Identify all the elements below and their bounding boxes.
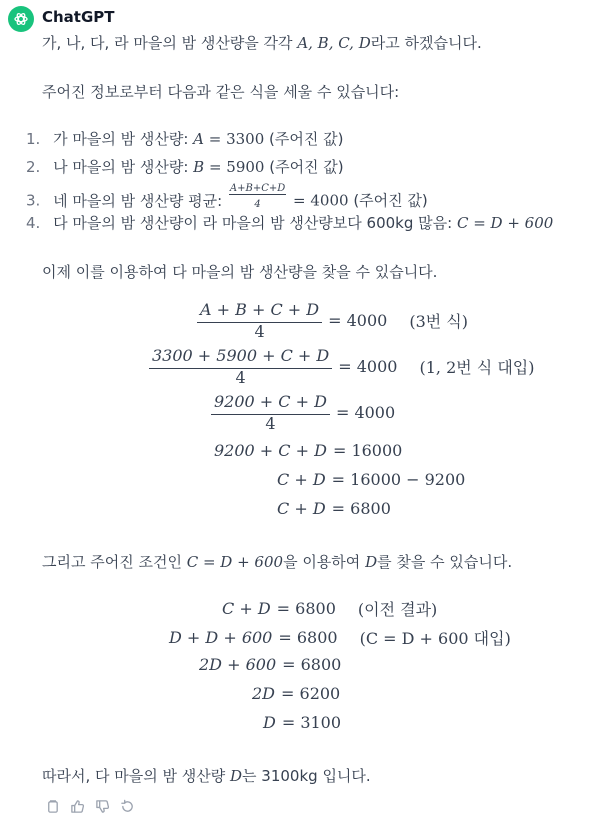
equation-rhs: = 3100 [281,713,342,732]
equation-rhs: = 4000 [335,403,396,422]
equation-note: (3번 식) [409,312,469,331]
fraction-denominator: 4 [254,199,261,210]
equation-rhs: = 6800 [331,499,391,518]
conclusion [42,766,371,786]
fraction-numerator: A + B + C + D [197,300,322,323]
list-number: 1. [26,130,41,148]
list-number: 3. [26,191,41,210]
second-intro [42,552,512,572]
equation-note: (이전 결과) [357,600,438,619]
conclusion-suffix: 는 3100kg 입니다. [242,767,371,785]
list-math: C = D + 600 [456,214,554,232]
equation-note: (1, 2번 식 대입) [419,358,535,377]
equation-row [197,300,468,341]
equation-rhs: = 6800 [276,599,336,618]
copy-icon[interactable] [44,798,61,815]
list-math: = 4000 [288,191,349,210]
list-note: (주어진 값) [264,158,344,176]
equation-rhs: = 16000 [332,441,403,460]
equation-rhs: = 6800 [278,628,338,647]
list-item [26,129,343,149]
equation-row [277,499,391,518]
list-note: (주어진 값) [348,191,428,210]
equation-row [252,684,340,703]
calc-intro: 이제 이를 이용하여 다 마을의 밤 생산량을 찾을 수 있습니다. [42,263,438,281]
message-actions [44,798,136,815]
equation-row [149,346,534,387]
second-intro-math: C = D + 600 [186,553,284,571]
equation-lhs: C + D [222,599,271,618]
list-number: 2. [26,158,41,176]
equation-rhs: = 6200 [281,684,341,703]
second-intro-var: D [365,553,378,571]
fraction-denominator: 4 [235,368,246,387]
list-text: 네 마을의 밤 생산량 평균: [53,191,227,210]
equation-row [263,713,341,732]
fraction [149,346,332,387]
equation-lhs: 2D [252,684,276,703]
second-intro-suffix: 를 찾을 수 있습니다. [377,553,513,571]
conclusion-var: D [230,767,243,785]
equation-rhs: = 4000 [338,357,398,376]
fraction [211,392,330,433]
list-number: 4. [26,214,41,232]
second-intro-mid: 을 이용하여 [283,553,366,571]
equation-rhs: = 6800 [282,655,342,674]
equation-lhs: 9200 + C + D [214,441,327,460]
equation-note: (C = D + 600 대입) [359,629,511,648]
equation-row [169,626,511,649]
list-item [26,157,344,177]
intro-suffix: 라고 하겠습니다. [370,34,482,52]
list-text: 나 마을의 밤 생산량: [53,158,194,176]
list-math-var: B [193,158,205,176]
fraction-denominator: 4 [254,322,265,341]
list-math-var: A [193,130,204,148]
intro-vars: A, B, C, D [297,34,371,52]
thumbs-down-icon[interactable] [94,798,111,815]
fraction-denominator: 4 [265,414,276,433]
intro-line [42,33,482,53]
fraction-numerator: 9200 + C + D [211,392,330,415]
intro-prefix: 가, 나, 다, 라 마을의 밤 생산량을 각각 [42,34,298,52]
equation-lhs: D + D + 600 [169,628,273,647]
equation-row [277,470,465,489]
equation-row [211,392,395,433]
equation-lhs: C + D [277,470,326,489]
regenerate-icon[interactable] [119,798,136,815]
equation-rhs: = 16000 − 9200 [331,470,466,489]
equation-row [214,441,402,460]
equation-lhs: 2D + 600 [199,655,277,674]
equation-row [222,597,437,620]
fraction-numerator: A+B+C+D [229,183,286,194]
equation-lhs: D [263,713,276,732]
list-text: 가 마을의 밤 생산량: [53,130,194,148]
fraction-numerator: 3300 + 5900 + C + D [149,346,332,369]
sender-name: ChatGPT [42,8,115,26]
list-math: = 3300 [203,130,265,148]
message-header [8,6,34,32]
thumbs-up-icon[interactable] [69,798,86,815]
conclusion-prefix: 따라서, 다 마을의 밤 생산량 [42,767,230,785]
second-intro-prefix: 그리고 주어진 조건인 [42,553,187,571]
small-fraction [229,183,286,215]
list-note: (주어진 값) [264,130,344,148]
equation-row [199,655,341,674]
list-item [26,213,553,233]
chatgpt-logo-icon [8,6,34,32]
equation-rhs: = 4000 [328,311,388,330]
info-line: 주어진 정보로부터 다음과 같은 식을 세울 수 있습니다: [42,83,400,101]
list-text: 다 마을의 밤 생산량이 라 마을의 밤 생산량보다 600kg 많음: [53,214,457,232]
fraction [197,300,322,341]
list-math: = 5900 [204,158,265,176]
equation-lhs: C + D [277,499,326,518]
